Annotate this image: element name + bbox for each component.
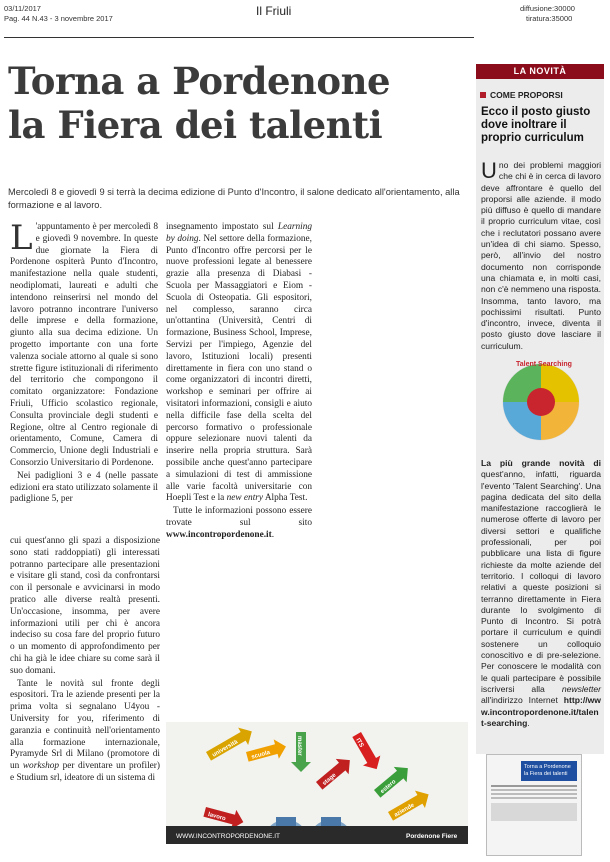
clipping-date: 03/11/2017 bbox=[4, 4, 41, 13]
ad-arrow bbox=[291, 732, 311, 772]
ad-arrow-label: estero bbox=[379, 778, 398, 796]
sidebar-body-2-end: . bbox=[527, 717, 530, 728]
article-column-3 bbox=[10, 536, 160, 786]
thumbnail-title: Torna a Pordenone la Fiera dei talenti bbox=[521, 761, 577, 781]
sidebar-body-2 bbox=[481, 458, 601, 729]
col3-paragraph-1: cui quest'anno gli spazi a disposizione sono stati raddoppiati) gli interessati potranno partecipare alle presentazioni e visitare gli stand, così da confrontarsi con il personale e avvicinarsi in modo pratico alle diverse realtà presenti. Un'occasione, insomma, per avere informazioni utili per chi è ancora indeciso su cosa fare del proprio futuro o un momento di approfondimento per chi ha già le idee chiare su come sarà il suo domani. bbox=[10, 536, 160, 676]
sidebar-body-2-text: quest'anno, infatti, riguarda l'evento 'Talent Searching'. Una pagina dedicata del sito della manifestazione raccoglierà le numerose offerte di lavoro per diversi settori e qualifiche professionali, per poi pubblicare una lista di figure richieste da molte aziende del territorio. I colloqui di lavoro relativi a queste posizioni si terranno direttamente in Fiera durante lo svolgimento di Punto di Incontro. Si potrà portare il curriculum e quindi sostenere un colloquio conoscitivo e di pre-selezione. Per conoscere le modalità con le quali partecipare è possibile iscriversi alla bbox=[481, 469, 601, 694]
talent-searching-graphic bbox=[486, 352, 596, 448]
ad-arrow-label: lavoro bbox=[207, 811, 227, 823]
col2-text-a: insegnamento impostato sul bbox=[166, 222, 278, 232]
col2-text-c: Alpha Test. bbox=[263, 493, 308, 504]
col2-text-d: Tutte le informazioni possono essere trovate sul sito bbox=[166, 506, 312, 528]
ad-arrow bbox=[245, 737, 289, 767]
col2-text-b: . Nel settore della formazione, Punto d'Incontro offre percorsi per le nuove professioni legate al benessere grazie alla presenza di Diabasi - Scuola per Massaggiatori e Eiom -Scuola di Osteopatia. Gli espositori, nel complesso, saranno circa un'ottantina (Università, Centri di formazione, Business School, Imprese, Servizi per l'impiego, Agenzie del lavoro, Istituzioni locali) presenti direttamente in fiera con uno stand o come organizzatori di incontri diretti, workshop e seminari per offrire ai visitatori informazioni, consigli e aiuto nella difficile fase della scelta del percorso formativo o professionale oppure selezionare nuovi talenti da inserire nella propria struttura. Sarà possibile anche quest'anno partecipare a simulazioni di test di ammissione alle varie facoltà universitarie con Hoepli Test e la bbox=[166, 233, 312, 504]
col3-text-b: per diventare un profiler) e Studium srl, ideatore di un sistema di bbox=[10, 761, 160, 783]
col3-emphasis: workshop bbox=[22, 761, 60, 772]
article-lead: Mercoledì 8 e giovedì 9 si terrà la decima edizione di Punto d'Incontro, il salone dedicato all'orientamento, alla formazione e al lavoro. bbox=[8, 187, 460, 210]
event-advert bbox=[166, 722, 468, 844]
ad-arrow-label: università bbox=[211, 739, 240, 759]
sidebar-body-1-text: no dei problemi maggiori che chi è in cerca di lavoro deve affrontare è quello del proporsi alle aziende. il modo più diffuso è quello di mandare il proprio curriculum vitae, così che i reclutatori possano avere un'idea di chi siamo. Spesso, però, all'invio del nostro documento non corrisponde una chiamata e, in molti casi, non c'è nemmeno una risposta. Insomma, tanto lavoro, ma pochissimi risultati. Punto d'incontro, invece, diventa il posto giusto dove lasciare il curriculum. bbox=[481, 160, 601, 351]
col1-paragraph-2: Nei padiglioni 3 e 4 (nelle passate edizioni era stato utilizzato solamente il padiglione 5, per bbox=[10, 470, 158, 505]
graphic-label: Talent Searching bbox=[516, 361, 572, 368]
ad-arrow-label: scuola bbox=[250, 749, 271, 761]
sidebar-kicker bbox=[480, 90, 563, 100]
article-dropcap: L bbox=[10, 218, 33, 258]
publication-name: Il Friuli bbox=[256, 4, 292, 18]
sidebar-body-1 bbox=[481, 160, 601, 352]
ad-sponsor: Pordenone Fiere bbox=[406, 833, 458, 840]
page-info: Pag. 44 N.43 - 3 novembre 2017 bbox=[4, 14, 113, 23]
col2-emphasis-2: new entry bbox=[226, 493, 264, 504]
article-website-link[interactable]: www.incontropordenone.it bbox=[166, 529, 272, 540]
sidebar-kicker-label: COME PROPORSI bbox=[490, 90, 563, 100]
circulation-count: tiratura:35000 bbox=[526, 14, 573, 23]
col1-paragraph-1: 'appuntamento è per mercoledì 8 e giovedì 9 novembre. In queste due giornate la Fiera di Pordenone ospiterà Punto d'Incontro, manifestazione nella quale studenti, neodiplomati, laureati e adulti che intendono reinserirsi nel mondo del lavoro potranno incontrare l'universo delle imprese e della formazione, giunto alla sua decima edizione. Un progetto importante con una forte valenza sociale attorno al quale si sono strette figure istituzionali di riferimento del territorio che compongono il comitato organizzatore: Fondazione Friuli, Ufficio scolastico regionale, Consulta provinciale degli studenti e Regione, oltre al Centro regionale di orientamento, Comune, Camera di Commercio, Unione degli Industriali e Consorzio Universitario di Pordenone. bbox=[10, 222, 158, 468]
article-title-line1: Torna a Pordenone bbox=[8, 59, 391, 103]
col2-emphasis: Learning by doing bbox=[166, 222, 312, 244]
col3-text-a: Tante le novità sul fronte degli espositori. Tra le aziende presenti per la prima volta si segnalano U4you - University for you, riferimento di garanzia e continuità nell'orientamento alla formazione internazionale, Pyramyde Srl di Milano (promotore di un bbox=[10, 678, 160, 772]
ad-arrow-label: ITS bbox=[354, 737, 365, 749]
ad-arrow bbox=[386, 786, 434, 825]
ad-arrow-label: stage bbox=[321, 772, 338, 788]
sidebar-body-2-lead: La più grande novità di bbox=[481, 458, 601, 468]
ad-arrow bbox=[313, 752, 356, 793]
kicker-square-icon bbox=[480, 92, 486, 98]
article-column-2 bbox=[166, 222, 312, 543]
ad-url: WWW.INCONTROPORDENONE.IT bbox=[176, 833, 280, 840]
sidebar-header: LA NOVITÀ bbox=[476, 64, 604, 79]
ad-arrow-label: master bbox=[296, 736, 302, 756]
advert-graphic bbox=[166, 722, 468, 844]
article-title-line2: la Fiera dei talenti bbox=[8, 103, 383, 147]
ad-arrow bbox=[348, 730, 385, 775]
talent-searching-icon bbox=[486, 352, 596, 448]
sidebar-dropcap: U bbox=[481, 158, 497, 183]
sidebar-body-2-text-c: all'indirizzo Internet bbox=[481, 695, 564, 706]
page-thumbnail bbox=[486, 754, 582, 856]
top-rule bbox=[4, 37, 474, 38]
sidebar-title: Ecco il posto giusto dove inoltrare il proprio curriculum bbox=[481, 106, 591, 144]
sidebar-emphasis: newsletter bbox=[561, 683, 601, 694]
col2-text-e: . bbox=[271, 529, 275, 540]
article-column-1 bbox=[10, 218, 158, 507]
ad-arrow-label: aziende bbox=[393, 802, 416, 819]
talent-searching-link[interactable]: http://www.incontropordenone.it/talent-searching bbox=[481, 695, 601, 728]
diffusion-count: diffusione:30000 bbox=[520, 4, 575, 13]
